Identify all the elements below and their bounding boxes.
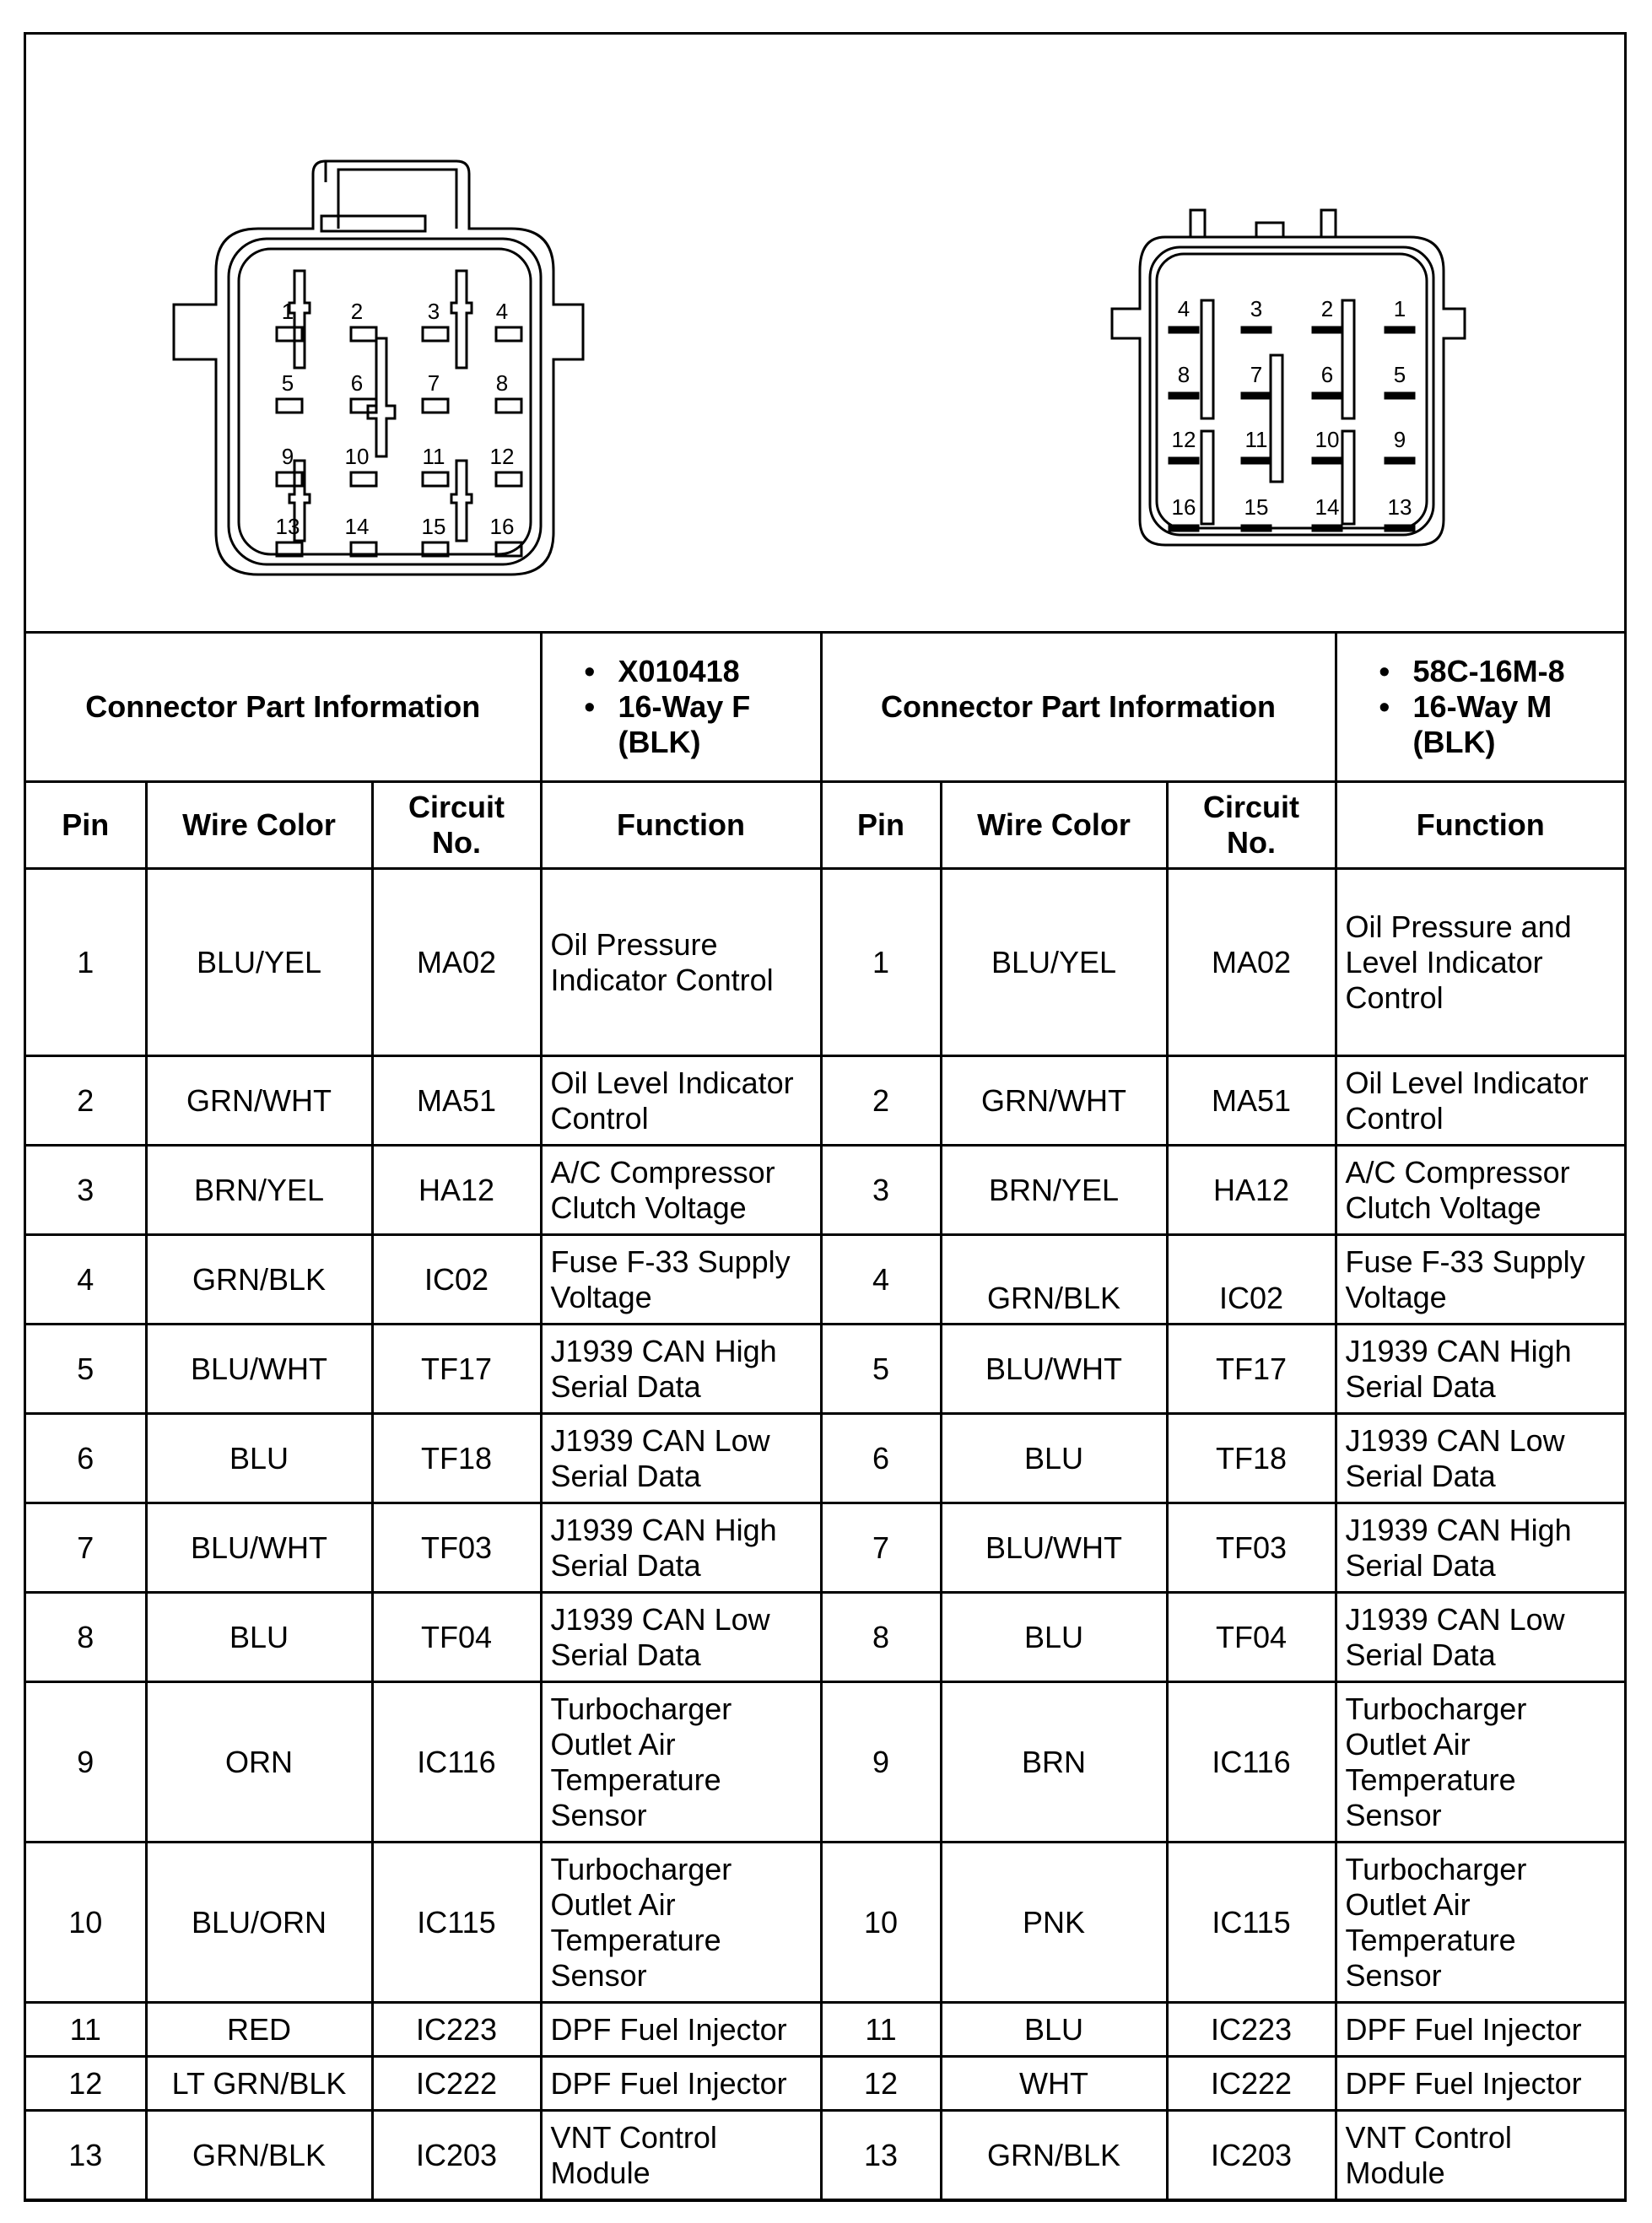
function-cell-a: Turbocharger Outlet Air Temperature Sensor — [541, 1682, 821, 1843]
wire-color-cell-b: WHT — [941, 2057, 1167, 2111]
connector-info-label-b: Connector Part Information — [821, 634, 1336, 782]
pin-cell-b: 8 — [821, 1593, 941, 1682]
male-pin-label: 5 — [1393, 362, 1406, 387]
circuit-cell-a: IC203 — [372, 2111, 541, 2200]
table-row — [26, 1843, 1624, 2003]
female-pin-label: 6 — [350, 370, 364, 396]
wire-color-cell-b: BLU — [941, 2003, 1167, 2057]
wire-color-cell-a: RED — [146, 2003, 372, 2057]
male-pin-label: 13 — [1387, 494, 1412, 520]
male-pin-blade — [1313, 526, 1342, 531]
circuit-cell-a: TF18 — [372, 1414, 541, 1503]
circuit-header-a: Circuit No. — [372, 782, 541, 869]
wire-color-cell-b: BRN/YEL — [941, 1146, 1167, 1235]
connector-info-row — [26, 634, 1624, 782]
female-pin-label: 11 — [422, 444, 445, 469]
connector-face-views — [26, 35, 1624, 631]
pin-cell-b: 2 — [821, 1056, 941, 1146]
female-pin-label: 8 — [495, 370, 509, 396]
table-row — [26, 2111, 1624, 2200]
function-cell-a: DPF Fuel Injector — [541, 2003, 821, 2057]
function-cell-a: Fuse F-33 Supply Voltage — [541, 1235, 821, 1325]
female-pin-slot — [496, 327, 521, 341]
pin-cell-a: 2 — [26, 1056, 146, 1146]
wire-color-cell-b: PNK — [941, 1843, 1167, 2003]
wire-color-cell-a: BLU/YEL — [146, 869, 372, 1056]
pin-cell-a: 5 — [26, 1325, 146, 1414]
wire-color-cell-a: ORN — [146, 1682, 372, 1843]
function-cell-b: J1939 CAN High Serial Data — [1336, 1325, 1624, 1414]
pin-cell-a: 13 — [26, 2111, 146, 2200]
male-pin-blade — [1385, 393, 1414, 398]
circuit-cell-b: IC02 — [1167, 1235, 1336, 1325]
circuit-cell-b: TF18 — [1167, 1414, 1336, 1503]
pin-cell-b: 7 — [821, 1503, 941, 1593]
male-pin-blade — [1313, 393, 1342, 398]
wire-color-cell-b: BLU/WHT — [941, 1503, 1167, 1593]
wire-color-cell-a: BLU — [146, 1593, 372, 1682]
circuit-cell-a: IC115 — [372, 1843, 541, 2003]
wire-color-cell-b: BRN — [941, 1682, 1167, 1843]
wire-color-header-b: Wire Color — [941, 782, 1167, 869]
circuit-cell-a: IC222 — [372, 2057, 541, 2111]
male-pin-label: 15 — [1244, 494, 1269, 520]
circuit-cell-a: TF04 — [372, 1593, 541, 1682]
pin-cell-a: 10 — [26, 1843, 146, 2003]
male-pin-blade — [1385, 327, 1414, 332]
female-pin-slot — [423, 399, 448, 413]
table-row — [26, 1056, 1624, 1146]
pin-cell-a: 6 — [26, 1414, 146, 1503]
female-pin-label: 15 — [421, 514, 446, 539]
wire-color-cell-a: BLU/WHT — [146, 1325, 372, 1414]
circuit-cell-a: TF03 — [372, 1503, 541, 1593]
wire-color-cell-a: BLU/ORN — [146, 1843, 372, 2003]
pin-header-a: Pin — [26, 782, 146, 869]
circuit-cell-b: MA51 — [1167, 1056, 1336, 1146]
female-pin-label: 4 — [495, 299, 509, 324]
function-cell-a: J1939 CAN Low Serial Data — [541, 1593, 821, 1682]
table-row — [26, 1414, 1624, 1503]
function-cell-b: Turbocharger Outlet Air Temperature Sensor — [1336, 1682, 1624, 1843]
wire-color-cell-b: BLU — [941, 1414, 1167, 1503]
female-pin-label: 13 — [275, 514, 300, 539]
male-pin-blade — [1242, 526, 1271, 531]
function-cell-a: J1939 CAN High Serial Data — [541, 1503, 821, 1593]
pin-header-b: Pin — [821, 782, 941, 869]
function-header-b: Function — [1336, 782, 1624, 869]
pinout-table — [26, 634, 1624, 2201]
table-row — [26, 2003, 1624, 2057]
function-cell-b: VNT Control Module — [1336, 2111, 1624, 2200]
female-pin-slot — [277, 399, 302, 413]
circuit-cell-b: IC203 — [1167, 2111, 1336, 2200]
female-connector-face — [174, 161, 583, 575]
male-pin-label: 12 — [1171, 427, 1196, 452]
male-pin-label: 8 — [1177, 362, 1190, 387]
pin-cell-b: 6 — [821, 1414, 941, 1503]
female-pin-slot — [496, 399, 521, 413]
male-pin-labels — [1172, 296, 1412, 520]
pin-cell-a: 12 — [26, 2057, 146, 2111]
male-pin-blade — [1242, 393, 1271, 398]
female-pin-label: 16 — [489, 514, 515, 539]
function-cell-b: Turbocharger Outlet Air Temperature Sensor — [1336, 1843, 1624, 2003]
connector-drawing-area — [26, 35, 1624, 634]
function-cell-a: Turbocharger Outlet Air Temperature Sensor — [541, 1843, 821, 2003]
female-pin-label: 3 — [427, 299, 440, 324]
pin-cell-b: 1 — [821, 869, 941, 1056]
wire-color-header-a: Wire Color — [146, 782, 372, 869]
wire-color-cell-b: GRN/WHT — [941, 1056, 1167, 1146]
male-pin-label: 7 — [1250, 362, 1263, 387]
function-cell-a: J1939 CAN Low Serial Data — [541, 1414, 821, 1503]
function-header-a: Function — [541, 782, 821, 869]
pin-cell-b: 13 — [821, 2111, 941, 2200]
female-pin-slot — [277, 327, 302, 341]
function-cell-a: A/C Compressor Clutch Voltage — [541, 1146, 821, 1235]
table-row — [26, 2057, 1624, 2111]
connector-info-values-a — [541, 634, 821, 782]
circuit-cell-b: IC116 — [1167, 1682, 1336, 1843]
circuit-cell-a: MA51 — [372, 1056, 541, 1146]
female-pin-slot — [351, 327, 376, 341]
function-cell-b: A/C Compressor Clutch Voltage — [1336, 1146, 1624, 1235]
wire-color-cell-a: GRN/BLK — [146, 1235, 372, 1325]
pin-cell-b: 11 — [821, 2003, 941, 2057]
male-pin-label: 2 — [1320, 296, 1334, 321]
male-pin-label: 4 — [1177, 296, 1190, 321]
female-pin-slot — [423, 472, 448, 486]
column-header-row — [26, 782, 1624, 869]
female-pin-label: 2 — [350, 299, 364, 324]
male-pin-blade — [1169, 393, 1198, 398]
table-row — [26, 1503, 1624, 1593]
male-pin-label: 6 — [1320, 362, 1334, 387]
function-cell-b: J1939 CAN Low Serial Data — [1336, 1593, 1624, 1682]
pin-cell-a: 4 — [26, 1235, 146, 1325]
connector-description-a: • 16-Way F (BLK) — [618, 689, 812, 760]
circuit-cell-a: TF17 — [372, 1325, 541, 1414]
wire-color-cell-b: GRN/BLK — [941, 1235, 1167, 1325]
wire-color-cell-b: GRN/BLK — [941, 2111, 1167, 2200]
female-pin-label: 7 — [427, 370, 440, 396]
function-cell-b: Oil Pressure and Level Indicator Control — [1336, 869, 1624, 1056]
circuit-cell-a: HA12 — [372, 1146, 541, 1235]
connector-description-b: • 16-Way M (BLK) — [1413, 689, 1617, 760]
pin-cell-b: 10 — [821, 1843, 941, 2003]
male-pin-label: 1 — [1393, 296, 1406, 321]
function-cell-a: Oil Pressure Indicator Control — [541, 869, 821, 1056]
pin-cell-a: 11 — [26, 2003, 146, 2057]
function-cell-a: VNT Control Module — [541, 2111, 821, 2200]
pin-cell-b: 12 — [821, 2057, 941, 2111]
table-row — [26, 1593, 1624, 1682]
circuit-cell-b: IC222 — [1167, 2057, 1336, 2111]
circuit-cell-b: TF04 — [1167, 1593, 1336, 1682]
function-cell-b: Fuse F-33 Supply Voltage — [1336, 1235, 1624, 1325]
female-pin-label: 12 — [489, 444, 515, 469]
wire-color-cell-a: GRN/WHT — [146, 1056, 372, 1146]
circuit-cell-b: HA12 — [1167, 1146, 1336, 1235]
male-pin-label: 11 — [1244, 427, 1268, 452]
male-pin-label: 9 — [1393, 427, 1406, 452]
male-pin-label: 3 — [1250, 296, 1263, 321]
circuit-cell-b: TF03 — [1167, 1503, 1336, 1593]
circuit-cell-a: MA02 — [372, 869, 541, 1056]
circuit-cell-b: IC115 — [1167, 1843, 1336, 2003]
pin-cell-b: 4 — [821, 1235, 941, 1325]
male-pin-blade — [1242, 327, 1271, 332]
pin-cell-b: 9 — [821, 1682, 941, 1843]
function-cell-b: J1939 CAN Low Serial Data — [1336, 1414, 1624, 1503]
connector-info-values-b — [1336, 634, 1624, 782]
male-pin-label: 10 — [1315, 427, 1340, 452]
circuit-cell-b: TF17 — [1167, 1325, 1336, 1414]
wire-color-cell-b: BLU — [941, 1593, 1167, 1682]
circuit-cell-b: IC223 — [1167, 2003, 1336, 2057]
table-row — [26, 869, 1624, 1056]
pin-cell-b: 5 — [821, 1325, 941, 1414]
function-cell-a: Oil Level Indicator Control — [541, 1056, 821, 1146]
male-pin-label: 16 — [1171, 494, 1196, 520]
female-pin-label: 1 — [281, 299, 294, 324]
female-pin-slot — [496, 472, 521, 486]
wire-color-cell-a: BRN/YEL — [146, 1146, 372, 1235]
pin-cell-a: 9 — [26, 1682, 146, 1843]
female-pin-label: 5 — [281, 370, 294, 396]
part-number-a: • X010418 — [618, 654, 812, 689]
male-pin-blade — [1313, 458, 1342, 463]
wire-color-cell-b: BLU/WHT — [941, 1325, 1167, 1414]
wire-color-cell-a: LT GRN/BLK — [146, 2057, 372, 2111]
table-row — [26, 1682, 1624, 1843]
male-pin-label: 14 — [1315, 494, 1340, 520]
pin-cell-a: 3 — [26, 1146, 146, 1235]
wire-color-cell-a: GRN/BLK — [146, 2111, 372, 2200]
circuit-cell-a: IC02 — [372, 1235, 541, 1325]
male-pin-blade — [1169, 458, 1198, 463]
wire-color-cell-a: BLU — [146, 1414, 372, 1503]
function-cell-a: DPF Fuel Injector — [541, 2057, 821, 2111]
circuit-cell-a: IC223 — [372, 2003, 541, 2057]
male-pin-blade — [1385, 526, 1414, 531]
male-pin-blade — [1169, 526, 1198, 531]
function-cell-b: DPF Fuel Injector — [1336, 2057, 1624, 2111]
female-pin-label: 10 — [344, 444, 370, 469]
function-cell-b: J1939 CAN High Serial Data — [1336, 1503, 1624, 1593]
female-pin-slot — [351, 472, 376, 486]
pin-cell-a: 8 — [26, 1593, 146, 1682]
female-pin-label: 14 — [344, 514, 370, 539]
function-cell-b: DPF Fuel Injector — [1336, 2003, 1624, 2057]
male-pin-blade — [1242, 458, 1271, 463]
male-pin-blade — [1169, 327, 1198, 332]
pin-cell-b: 3 — [821, 1146, 941, 1235]
male-pin-blade — [1313, 327, 1342, 332]
circuit-header-b: Circuit No. — [1167, 782, 1336, 869]
part-number-b: • 58C-16M-8 — [1413, 654, 1617, 689]
pin-cell-a: 1 — [26, 869, 146, 1056]
male-pin-blade — [1385, 458, 1414, 463]
female-pin-slot — [277, 472, 302, 486]
wire-color-cell-b: BLU/YEL — [941, 869, 1167, 1056]
pin-cell-a: 7 — [26, 1503, 146, 1593]
female-pin-slot — [423, 327, 448, 341]
connector-info-label-a: Connector Part Information — [26, 634, 541, 782]
table-row — [26, 1146, 1624, 1235]
circuit-cell-b: MA02 — [1167, 869, 1336, 1056]
table-row — [26, 1325, 1624, 1414]
function-cell-a: J1939 CAN High Serial Data — [541, 1325, 821, 1414]
document-frame — [24, 32, 1627, 2202]
function-cell-b: Oil Level Indicator Control — [1336, 1056, 1624, 1146]
female-pin-label: 9 — [281, 444, 294, 469]
circuit-cell-a: IC116 — [372, 1682, 541, 1843]
table-row — [26, 1235, 1624, 1325]
wire-color-cell-a: BLU/WHT — [146, 1503, 372, 1593]
